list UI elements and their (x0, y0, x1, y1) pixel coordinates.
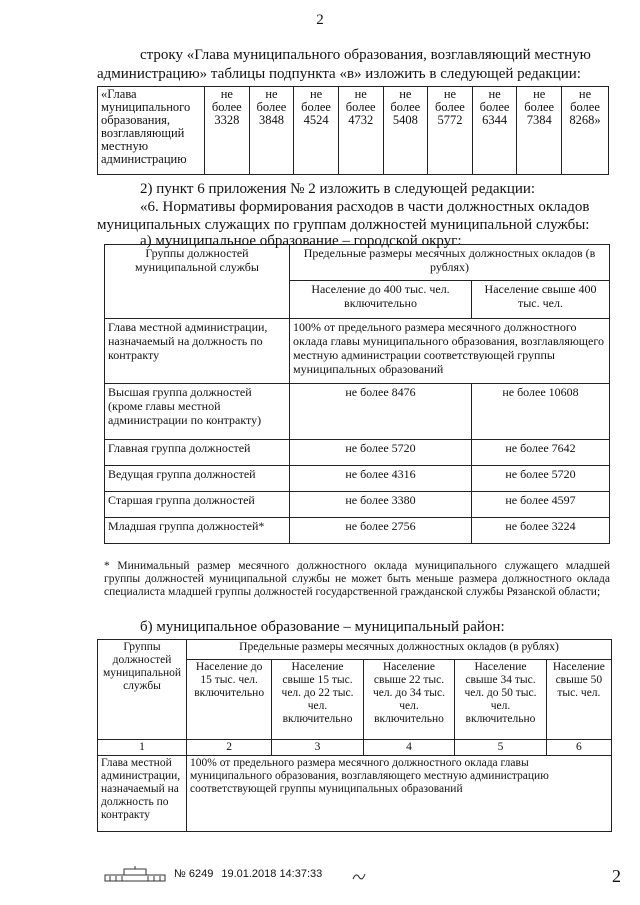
t3-col-head: Население свыше 15 тыс. чел. до 22 тыс. чел. включительно (272, 660, 363, 740)
t2-head-group: Группы должностей муниципальной службы (105, 245, 290, 319)
para-item-2: 2) пункт 6 приложения № 2 изложить в следующей редакции: (140, 181, 536, 197)
t3-col-number: 3 (272, 740, 363, 756)
signature-icon (352, 871, 366, 881)
t2-value: не более 5720 (290, 440, 472, 466)
t2-value: не более 3380 (290, 492, 472, 518)
intro-line-2: администрацию» таблицы подпункта «в» изложить в следующей редакции: (97, 66, 581, 82)
t2-group: Старшая группа должностей (105, 492, 290, 518)
table-row (105, 492, 610, 518)
t2-value: не более 4316 (290, 466, 472, 492)
t3-col-number: 1 (98, 740, 187, 756)
t3-col-head: Население свыше 34 тыс. чел. до 50 тыс. чел. включительно (455, 660, 546, 740)
stamp-datetime: 19.01.2018 14:37:33 (221, 868, 323, 880)
stamp-number: № 6249 (174, 868, 214, 880)
t3-col-number: 6 (546, 740, 611, 756)
para-item-6-line-2: муниципальных служащих по группам должностей муниципальной службы: (97, 217, 590, 233)
table-row (98, 740, 612, 756)
table-municipal-district (97, 639, 612, 832)
table1-cell: не более 4524 (294, 87, 339, 175)
building-logo-icon (104, 866, 166, 882)
t3-group: Глава местной администрации, назначаемый на должность по контракту (98, 756, 187, 832)
t2-head-col1: Население до 400 тыс. чел. включительно (290, 281, 472, 319)
t2-head-sizes: Предельные размеры месячных должностных окладов (в рублях) (290, 245, 610, 281)
table-row (98, 640, 612, 660)
table-row (105, 440, 610, 466)
t3-col-head: Население свыше 22 тыс. чел. до 34 тыс. чел. включительно (363, 660, 454, 740)
t2-merged: 100% от предельного размера месячного должностного оклада главы муниципального образования, возглавляющего местную администрации соответствующей группы муниципальных образований (290, 319, 610, 384)
table1-cell: не более 7384 (517, 87, 562, 175)
table1-cell: не более 8268» (562, 87, 609, 175)
subsection-a: а) муниципальное образование – городской округ: (140, 233, 462, 249)
t3-col-number: 5 (455, 740, 546, 756)
t3-col-head: Население до 15 тыс. чел. включительно (187, 660, 272, 740)
t2-value: не более 10608 (472, 384, 610, 440)
t2-group: Глава местной администрации, назначаемый на должность по контракту (105, 319, 290, 384)
t2-value: не более 2756 (290, 518, 472, 544)
table-row (105, 518, 610, 544)
t2-head-col2: Население свыше 400 тыс. чел. (472, 281, 610, 319)
table1-cell: не более 3848 (249, 87, 294, 175)
table-row (105, 245, 610, 281)
table-row (105, 319, 610, 384)
table-head-of-municipality (97, 86, 609, 175)
table-urban-district (104, 244, 610, 544)
t2-group: Ведущая группа должностей (105, 466, 290, 492)
intro-line-1: строку «Глава муниципального образования, возглавляющий местную (140, 47, 591, 63)
para-item-6-line-1: «6. Нормативы формирования расходов в части должностных окладов (140, 199, 590, 215)
signature-mark (352, 870, 366, 885)
t3-col-head: Население свыше 50 тыс. чел. (546, 660, 611, 740)
table1-label: «Глава муниципального образования, возглавляющий местную администрацию (98, 87, 205, 175)
footnote: * Минимальный размер месячного должностного оклада муниципального служащего младшей группы должностей муниципальной службы не может быть меньше размера должностного оклада специалиста младшей группы должностей государственной гражданской службы Рязанской области; (104, 560, 610, 598)
table-row (98, 756, 612, 832)
t2-value: не более 4597 (472, 492, 610, 518)
t2-value: не более 3224 (472, 518, 610, 544)
table-row (105, 384, 610, 440)
t2-value: не более 5720 (472, 466, 610, 492)
t2-group: Младшая группа должностей* (105, 518, 290, 544)
table1-cell: не более 5408 (383, 87, 428, 175)
t2-group: Главная группа должностей (105, 440, 290, 466)
corner-mark: 2 (612, 866, 621, 886)
table1-cell: не более 6344 (472, 87, 517, 175)
table1-cell: не более 3328 (205, 87, 250, 175)
subsection-b: б) муниципальное образование – муниципальный район: (140, 619, 505, 635)
t2-group: Высшая группа должностей (кроме главы местной администрации по контракту) (105, 384, 290, 440)
table1-cell: не более 4732 (338, 87, 383, 175)
t3-col-number: 2 (187, 740, 272, 756)
t2-value: не более 8476 (290, 384, 472, 440)
t3-merged: 100% от предельного размера месячного должностного оклада главы муниципального образования, возглавляющего местную администрацию соответствующей группы муниципальных образований (187, 756, 612, 832)
registration-stamp (104, 866, 322, 882)
page-number: 2 (316, 12, 324, 28)
table-row (105, 466, 610, 492)
t2-value: не более 7642 (472, 440, 610, 466)
table1-cell: не более 5772 (428, 87, 473, 175)
t3-head-group: Группы должностей муниципальной службы (98, 640, 187, 740)
t3-col-number: 4 (363, 740, 454, 756)
t3-head-sizes: Предельные размеры месячных должностных окладов (в рублях) (187, 640, 612, 660)
table-row (98, 87, 609, 175)
